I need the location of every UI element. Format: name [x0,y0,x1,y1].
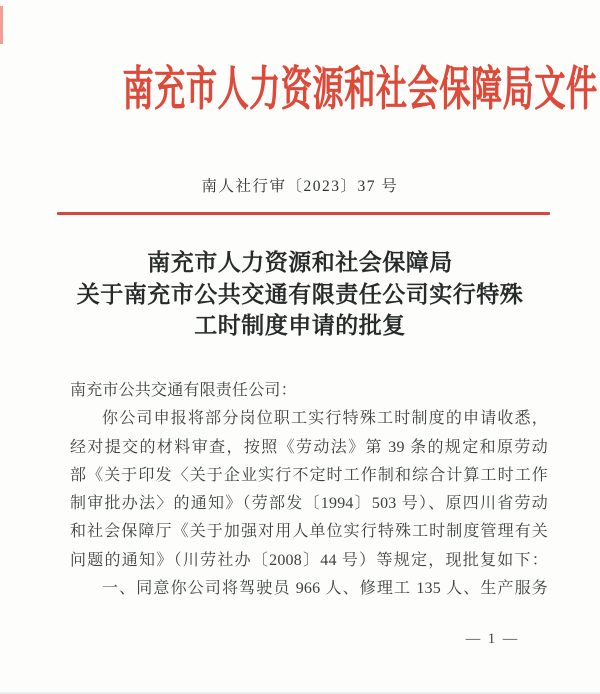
body-line: 制审批办法〉的通知》（劳部发〔1994〕503 号）、原四川省劳动 [70,495,548,513]
page-number: — 1 — [465,631,520,647]
document-number: 南人社行审〔2023〕37 号 [201,178,399,195]
body-line: 你公司申报将部分岗位职工实行特殊工时制度的申请收悉， [102,410,548,428]
document-body [70,377,548,603]
document-red-header [0,66,600,115]
body-line: 问题的通知》（川劳社办〔2008〕44 号）等规定，现批复如下： [70,551,548,569]
body-line: 部《关于印发〈关于企业实行不定时工作制和综合计算工时工作 [70,466,548,484]
body-line: 和社会保障厅《关于加强对用人单位实行特殊工时制度管理有关 [70,523,548,541]
red-divider-line [57,212,550,215]
title-line-2: 关于南充市公共交通有限责任公司实行特殊 [76,281,524,307]
title-line-1: 南充市人力资源和社会保障局 [147,250,453,275]
body-salutation: 南充市公共交通有限责任公司： [70,382,297,399]
title-line-3: 工时制度申请的批复 [194,313,406,338]
body-line: 经对提交的材料审查，按照《劳动法》第 39 条的规定和原劳动 [70,438,548,456]
body-line: 一、同意你公司将驾驶员 966 人、修理工 135 人、生产服务 [102,580,548,598]
header-title-text: 南充市人力资源和社会保障局文件 [122,64,598,116]
scan-red-edge-artifact [0,6,3,44]
document-title [0,247,600,342]
